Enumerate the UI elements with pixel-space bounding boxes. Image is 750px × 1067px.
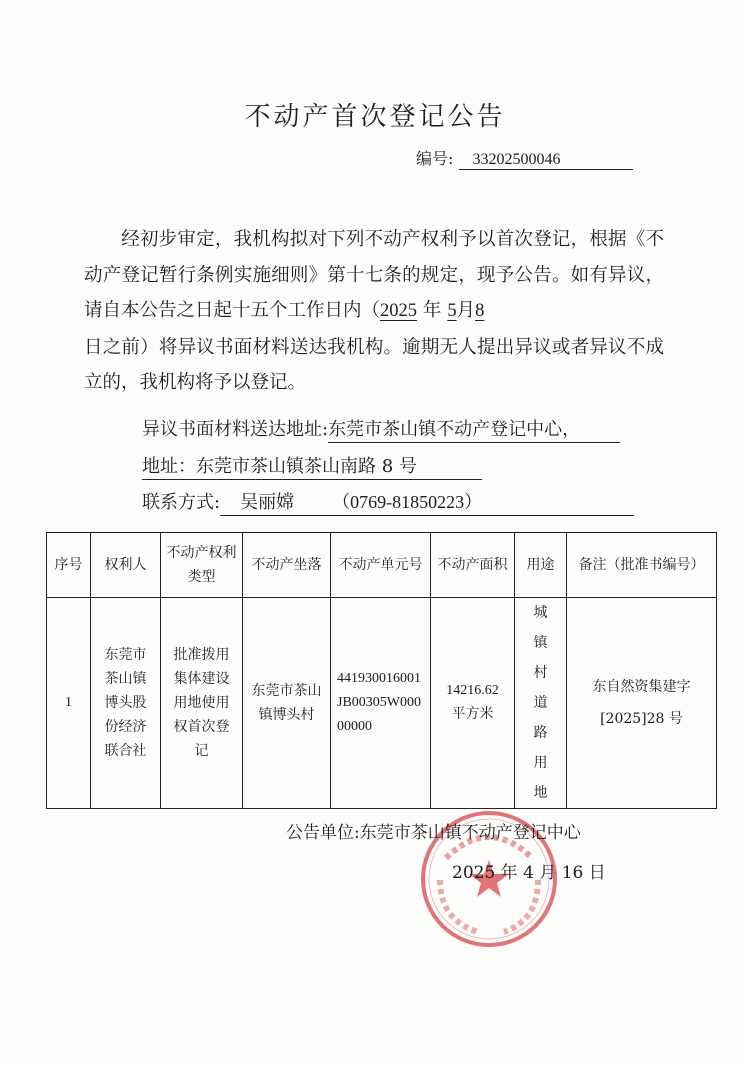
col-header-owner: 权利人 [91,533,161,598]
col-header-remark: 备注（批准书编号） [567,533,717,598]
table-row [47,598,717,809]
contact-phone: （0769-81850223） [332,492,483,512]
contact-label: 联系方式: [142,492,221,513]
deadline-year: 2025 [380,301,418,321]
doc-number-value: 33202500046 [459,151,633,170]
announcement-body [84,222,664,401]
notice-date: 2025 年 4 月 16 日 [452,863,606,883]
deadline-month: 5 [447,301,457,321]
cell-remark: 东自然资集建字[2025]28 号 [567,598,717,809]
deadline-year-unit: 年 [422,300,442,321]
notice-unit-name: 东莞市茶山镇不动产登记中心 [359,823,581,843]
cell-use: 城镇村道路用地 [515,598,567,809]
deadline-month-unit: 月 [456,300,476,321]
body-text-2: 日之前）将异议书面材料送达我机构。逾期无人提出异议或者异议不成立的，我机构将予以登记。 [84,336,664,393]
objection-address-value: 东莞市茶山镇不动产登记中心， [328,415,620,443]
col-header-right-type: 不动产权利类型 [161,533,243,598]
address-line [142,452,482,480]
deadline-day: 8 [475,301,485,321]
registration-table [46,532,717,809]
notice-unit [286,818,581,843]
table-header-row [47,533,717,598]
objection-address-label: 异议书面材料送达地址: [142,419,329,440]
body-text-1: 经初步审定，我机构拟对下列不动产权利予以首次登记，根据《不动产登记暂行条例实施细则》第十七条的规定，现予公告。如有异议，请自本公告之日起十五个工作日内（ [84,229,664,321]
col-header-location: 不动产坐落 [243,533,331,598]
doc-number [416,146,633,170]
objection-address [142,415,620,443]
cell-owner: 东莞市茶山镇博头股份经济联合社 [91,598,161,809]
col-header-use: 用途 [515,533,567,598]
col-header-seq: 序号 [47,533,91,598]
notice-unit-label: 公告单位: [286,823,360,843]
contact-name: 吴丽嫦 [240,492,295,513]
cell-location: 东莞市茶山镇博头村 [243,598,331,809]
contact-info [142,488,634,516]
cell-right-type: 批准拨用集体建设用地使用权首次登记 [161,598,243,809]
col-header-unit-no: 不动产单元号 [331,533,431,598]
col-header-area: 不动产面积 [431,533,515,598]
doc-number-label: 编号: [416,149,454,168]
cell-seq: 1 [47,598,91,809]
cell-unit-no: 441930016001JB00305W00000000 [331,598,431,809]
page-title: 不动产首次登记公告 [244,102,506,132]
contact-value [220,488,634,516]
address-line-value: 地址：东莞市茶山镇茶山南路 8 号 [142,452,482,480]
cell-area: 14216.62平方米 [431,598,515,809]
